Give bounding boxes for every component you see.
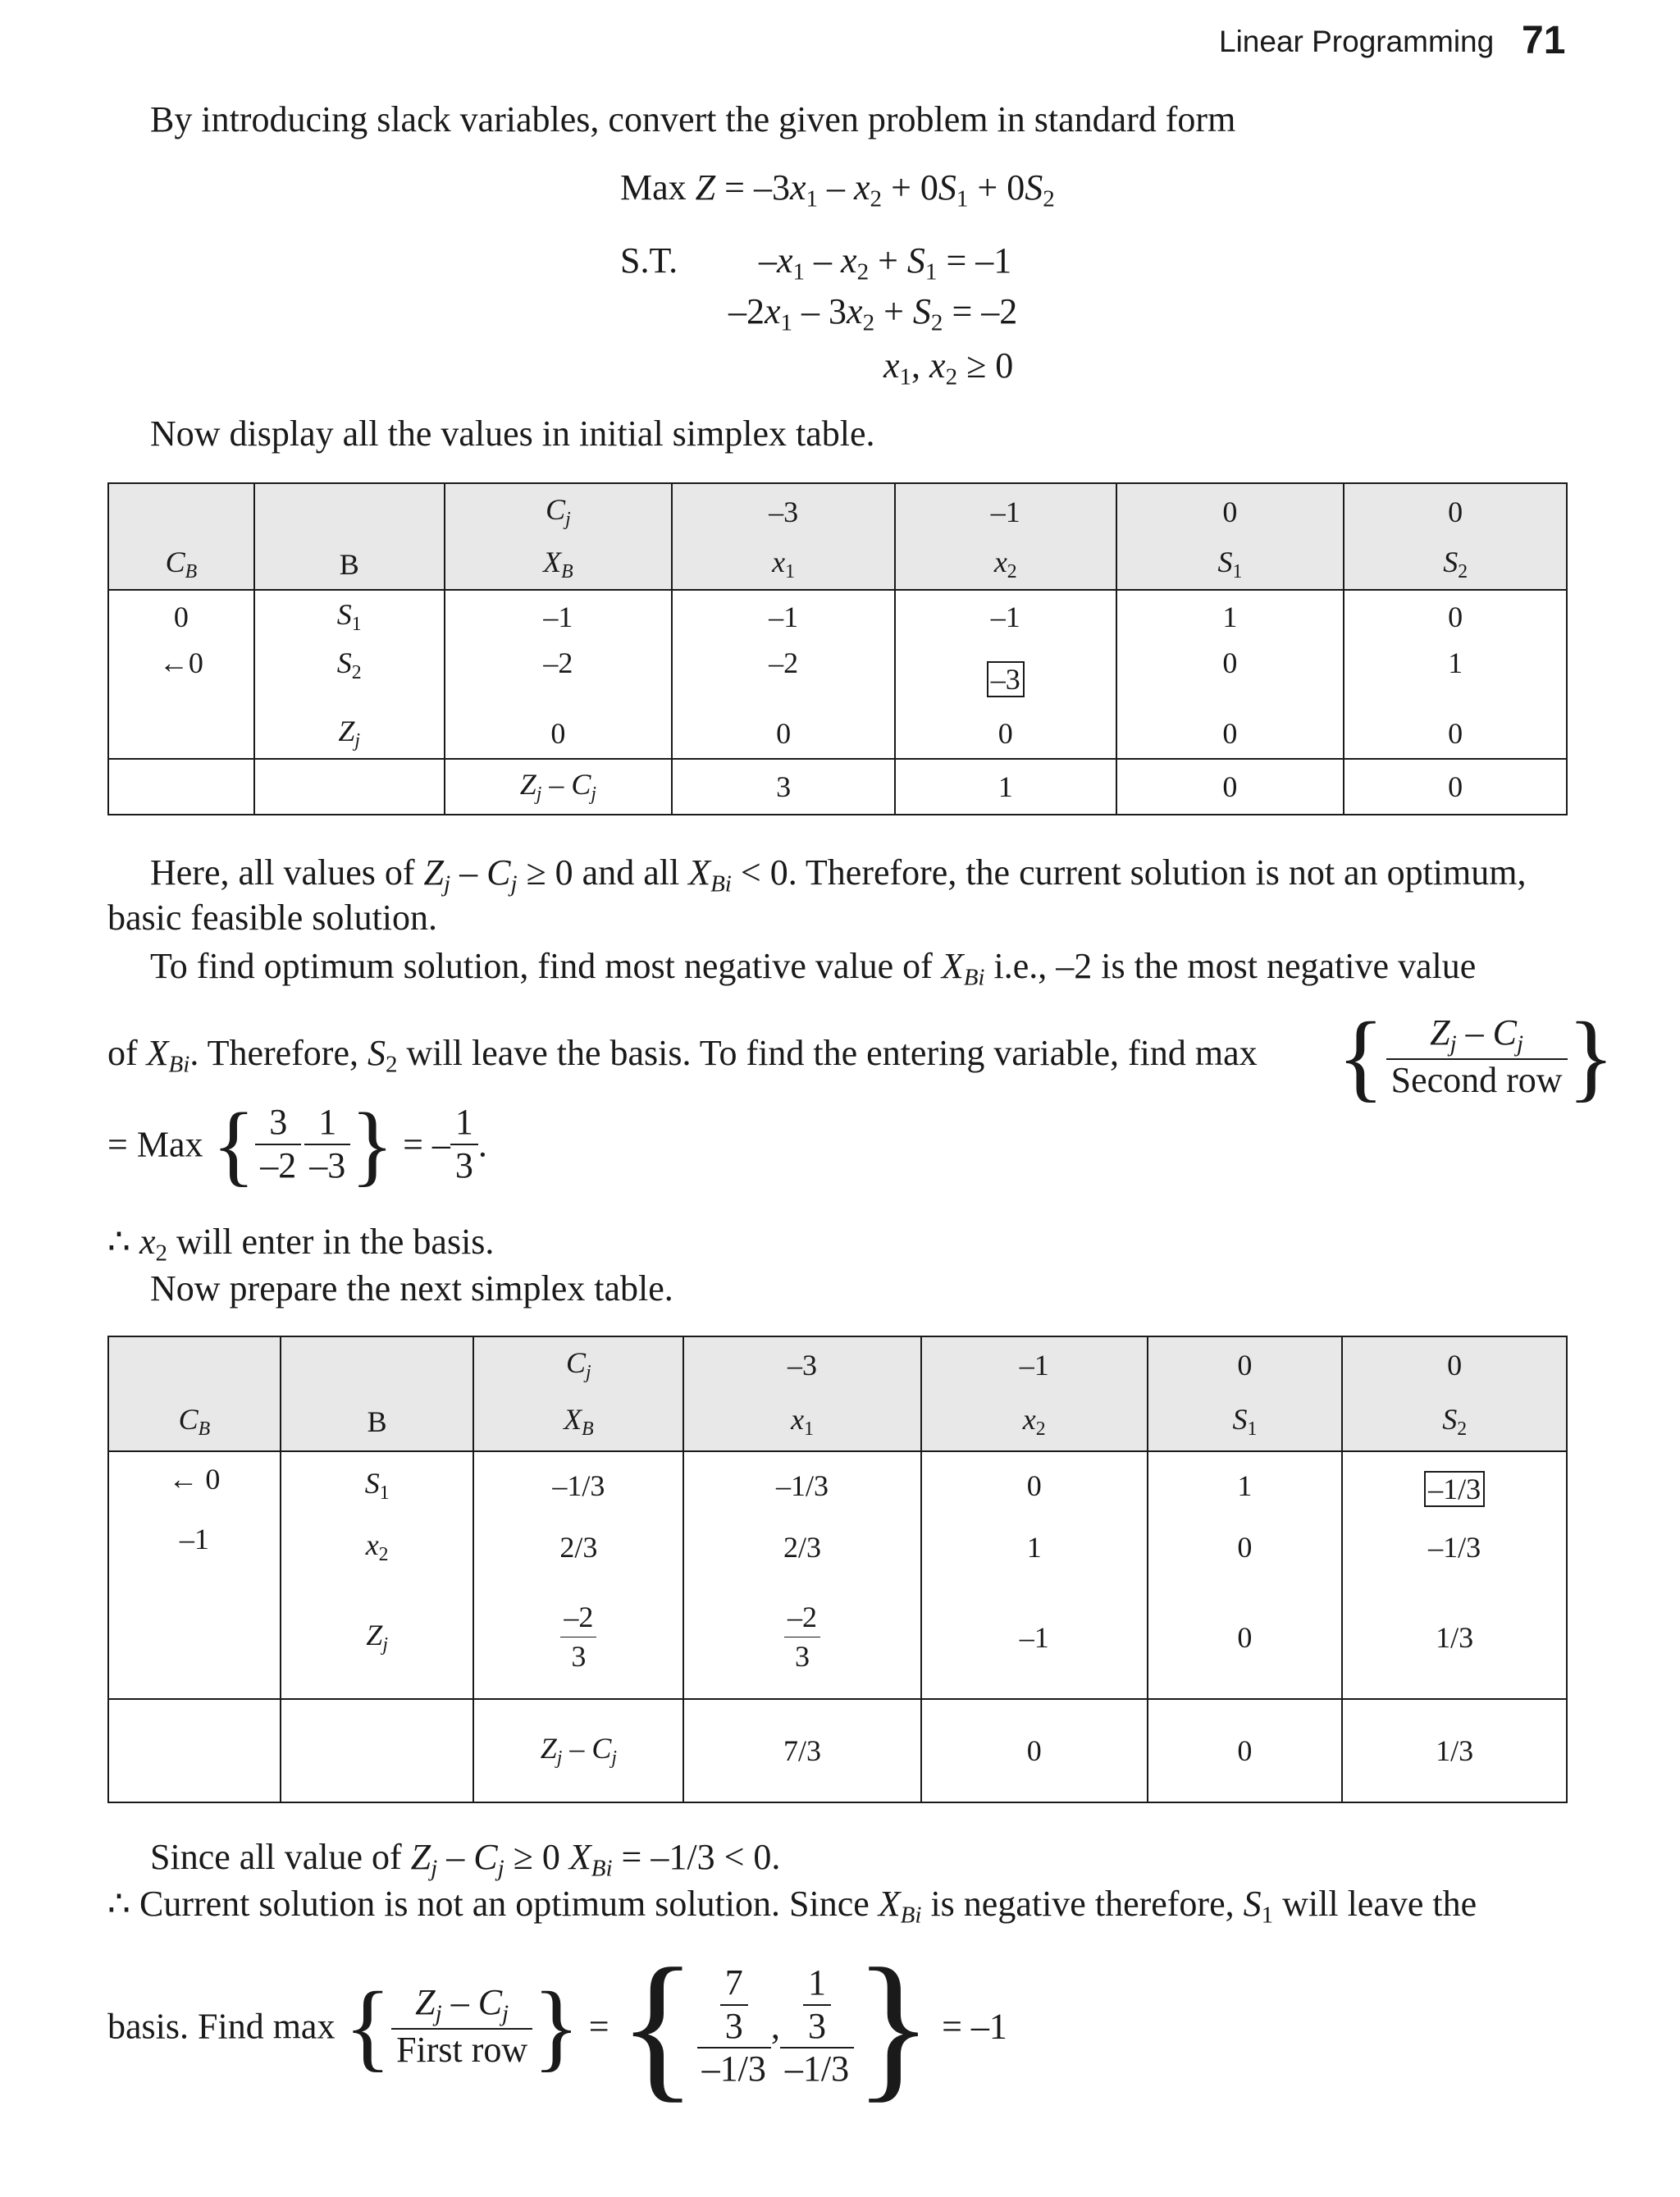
col-s2: $S_2$ <box>1344 539 1567 590</box>
cell: –1/3 <box>473 1451 683 1519</box>
result-num: 1 <box>450 1102 478 1145</box>
second-simplex-table <box>107 1336 1568 1803</box>
r2-den: 3 <box>807 2005 826 2046</box>
cell: $\frac{-2}{3}$ <box>473 1576 683 1699</box>
zj-row <box>108 708 1567 759</box>
cell: ← 0 <box>108 1451 281 1519</box>
cj-label: Cj <box>473 1336 683 1392</box>
cell: 0 <box>1344 708 1567 759</box>
cell: 0 <box>1344 759 1567 815</box>
cell: $\frac{-2}{3}$ <box>683 1576 921 1699</box>
next-table-text: Now prepare the next simplex table. <box>150 1268 673 1309</box>
cj-x2: –1 <box>895 483 1116 539</box>
max-ratio-expression: = Max { $\frac{3}{-2}$ $\frac{1}{-3}$ } = – $\frac{1}{3}$ . <box>107 1094 487 1194</box>
r1-den: 3 <box>724 2005 743 2046</box>
cj-s2: 0 <box>1342 1336 1567 1392</box>
cell: 1/3 <box>1342 1699 1567 1802</box>
objective-function: Max $Z = -3x_1 - x_2 + 0S_1 + 0S_2$ <box>620 167 1055 212</box>
cell: 0 <box>672 708 895 759</box>
cell: $S_1$ <box>254 590 445 642</box>
cell: 0 <box>108 590 254 642</box>
cell: 3 <box>672 759 895 815</box>
col-s1: $S_1$ <box>1148 1392 1343 1451</box>
col-cb: CB <box>108 539 254 590</box>
constraint-3: $x_1$, $x_2 \ge 0$ <box>883 345 1014 391</box>
cell: 0 <box>921 1451 1148 1519</box>
cj-s1: 0 <box>1148 1336 1343 1392</box>
zj-row <box>108 1576 1567 1699</box>
col-x2: $x_2$ <box>895 539 1116 590</box>
cell: –1 <box>445 590 673 642</box>
zj-label: Zj <box>281 1576 474 1699</box>
pivot-element: –3 <box>895 642 1116 708</box>
cell: –1 <box>672 590 895 642</box>
display-instruction: Now display all the values in initial simplex table. <box>150 413 875 454</box>
cj-x1: –3 <box>683 1336 921 1392</box>
frac-den: First row <box>396 2029 528 2070</box>
cell: 0 <box>1148 1576 1343 1699</box>
cell: 1 <box>1344 642 1567 708</box>
table-row <box>108 642 1567 708</box>
ratio-fraction-second-row: { $\frac{Zj - Cj}{\text{Second row}}$ } <box>1337 1002 1615 1111</box>
zj-cj-row <box>108 759 1567 815</box>
cell: $S_1$ <box>281 1451 474 1519</box>
result-prefix: = – <box>403 1124 450 1165</box>
col-x2: $x_2$ <box>921 1392 1148 1451</box>
cell: 1 <box>1116 590 1344 642</box>
cj-x1: –3 <box>672 483 895 539</box>
para1-line4: of XBi. Therefore, $S_2$ will leave the basis. To find the entering variable, find max <box>107 1033 1258 1078</box>
col-xb: XB <box>445 539 673 590</box>
col-s2: $S_2$ <box>1342 1392 1567 1451</box>
cell: 2/3 <box>683 1519 921 1576</box>
intro-text: By introducing slack variables, convert the given problem in standard form <box>150 99 1236 139</box>
cell: –2 <box>672 642 895 708</box>
para2-line1: Since all value of Zj – Cj ≥ 0 XBi = –1/3 < 0. <box>150 1837 781 1882</box>
col-x1: $x_1$ <box>683 1392 921 1451</box>
cj-s1: 0 <box>1116 483 1344 539</box>
cell: –1/3 <box>1342 1519 1567 1576</box>
cell: 0 <box>1116 708 1344 759</box>
frac-num: Zj – Cj <box>391 1982 532 2030</box>
zj-cj-label: Zj – Cj <box>445 759 673 815</box>
page-number: 71 <box>1522 19 1566 62</box>
basis-find-max: basis. Find max <box>107 2006 336 2047</box>
result: = –1 <box>942 2006 1007 2047</box>
max-label: = Max <box>107 1124 203 1165</box>
col-b: B <box>281 1392 474 1451</box>
cell: 1 <box>895 759 1116 815</box>
col-cb: CB <box>108 1392 281 1451</box>
frac-num: Zj – Cj <box>1386 1012 1568 1060</box>
cell: ←0 <box>108 642 254 708</box>
col-xb: XB <box>473 1392 683 1451</box>
cell: 2/3 <box>473 1519 683 1576</box>
zj-cj-row <box>108 1699 1567 1802</box>
cell: 0 <box>1116 759 1344 815</box>
para1-line3: To find optimum solution, find most negative value of XBi i.e., –2 is the most negative value <box>150 946 1477 991</box>
cj-label: Cj <box>445 483 673 539</box>
table-row <box>108 1451 1567 1519</box>
cell: 1 <box>1148 1451 1343 1519</box>
st-label: S.T. <box>620 240 678 281</box>
frac-den: Second row <box>1390 1059 1563 1100</box>
cell: 0 <box>445 708 673 759</box>
cj-s2: 0 <box>1344 483 1567 539</box>
enter-variable-text: ∴ $x_2$ will enter in the basis. <box>107 1222 495 1267</box>
cell: –2 <box>445 642 673 708</box>
col-x1: $x_1$ <box>672 539 895 590</box>
cell: –1 <box>895 590 1116 642</box>
cell: 1/3 <box>1342 1576 1567 1699</box>
cell: 1 <box>921 1519 1148 1576</box>
pivot-element: –1/3 <box>1342 1451 1567 1519</box>
r2-num: 1 <box>803 1962 831 2006</box>
ratio1-num: 3 <box>255 1102 301 1145</box>
constraint-1: $-x_1 - x_2 + S_1 = -1$ <box>759 240 1012 285</box>
table-row <box>108 590 1567 642</box>
ratio2-den: –3 <box>309 1145 346 1185</box>
cell: 7/3 <box>683 1699 921 1802</box>
table-row <box>108 1519 1567 1576</box>
cell: 0 <box>1148 1699 1343 1802</box>
cell: –1 <box>921 1576 1148 1699</box>
cell: $S_2$ <box>254 642 445 708</box>
max-ratio-first-row: basis. Find max { $\frac{Zj - Cj}{\text{First row}}$ } = { $\frac{\frac{7}{3}}{-1/3}$ , $\frac{\frac{1}{3}}{-1/3}$ } = –1 <box>107 1935 1007 2117</box>
zj-cj-label: Zj – Cj <box>473 1699 683 1802</box>
cell: 0 <box>1148 1519 1343 1576</box>
cell: –1/3 <box>683 1451 921 1519</box>
r1-num: 7 <box>720 1962 748 2006</box>
initial-simplex-table <box>107 482 1568 815</box>
result-den: 3 <box>454 1145 473 1185</box>
r1-bottom: –1/3 <box>701 2049 766 2090</box>
para1-line1: Here, all values of Zj – Cj ≥ 0 and all XBi < 0. Therefore, the current solution is not an optimum, <box>150 852 1527 898</box>
cell: 0 <box>895 708 1116 759</box>
para1-line2: basic feasible solution. <box>107 898 438 938</box>
running-header: Linear Programming <box>1219 25 1495 58</box>
cj-x2: –1 <box>921 1336 1148 1392</box>
cell: –1 <box>108 1519 281 1576</box>
zj-label: Zj <box>254 708 445 759</box>
r2-bottom: –1/3 <box>784 2049 850 2090</box>
ratio2-num: 1 <box>304 1102 350 1145</box>
ratio1-den: –2 <box>260 1145 297 1185</box>
cell: 0 <box>1116 642 1344 708</box>
col-b: B <box>254 539 445 590</box>
col-s1: $S_1$ <box>1116 539 1344 590</box>
para2-line2: ∴ Current solution is not an optimum solution. Since XBi is negative therefore, $S_1$ will leave the <box>107 1884 1477 1929</box>
cell: 0 <box>1344 590 1567 642</box>
cell: $x_2$ <box>281 1519 474 1576</box>
cell: 0 <box>921 1699 1148 1802</box>
constraint-2: $-2x_1 - 3x_2 + S_2 = -2$ <box>728 291 1018 336</box>
